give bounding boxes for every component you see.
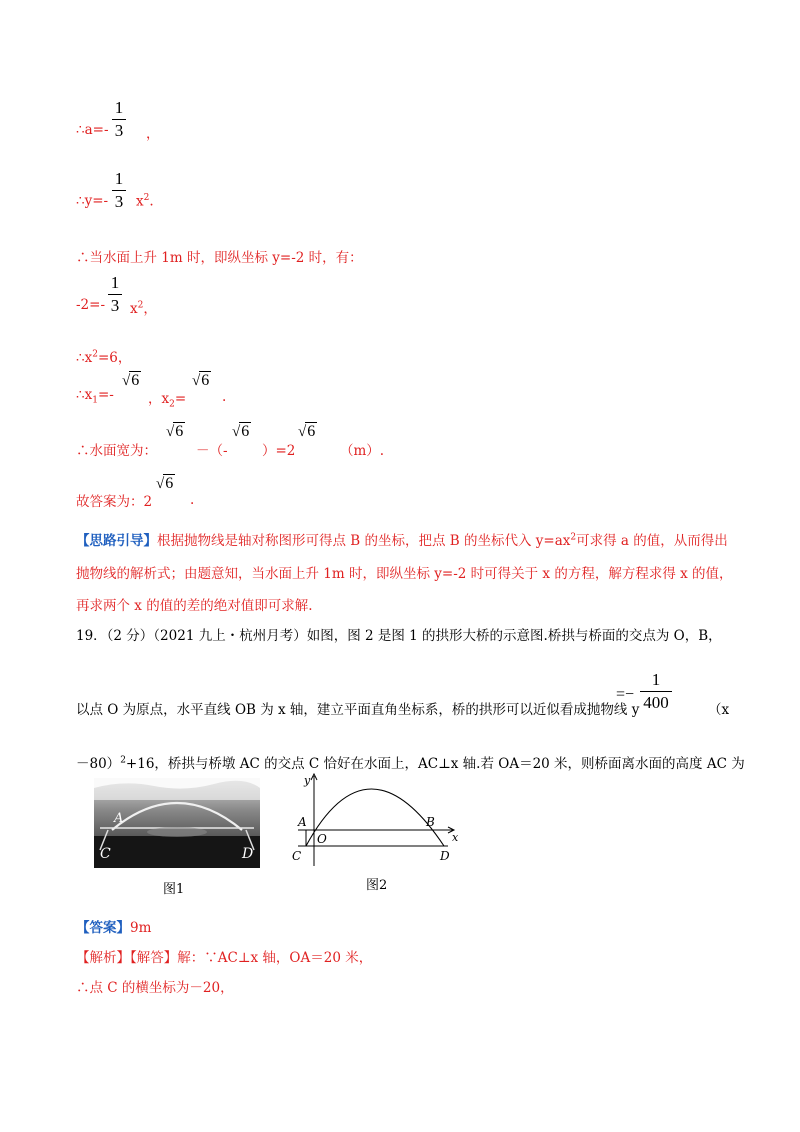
- label-y: y: [304, 774, 311, 787]
- text: x: [130, 301, 138, 317]
- line-x-squared-6: [76, 346, 131, 366]
- text: =: [174, 391, 187, 407]
- sqrt-six: √6: [232, 423, 250, 440]
- fraction-one-third: [112, 98, 126, 141]
- radicand: 6: [307, 423, 316, 440]
- analysis-tag: 【解析】【解答】: [76, 950, 178, 966]
- line-roots-x2: [148, 387, 186, 410]
- text: 解：∵AC⊥x 轴，OA＝20 米，: [177, 950, 373, 966]
- text: ，: [143, 301, 157, 317]
- text: －80）: [76, 756, 121, 772]
- exponent: 2: [137, 300, 144, 311]
- question-line-1: 19．（2 分）（2021 九上・杭州月考）如图，图 2 是图 1 的拱形大桥的示意图.桥拱与桥面的交点为 O，B，: [76, 628, 722, 644]
- thinking-line-3: 再求两个 x 的值的差的绝对值即可求解.: [76, 598, 313, 614]
- parabola-diagram: [286, 772, 466, 868]
- tag: 【思路引导】: [76, 533, 157, 549]
- x-squared: [136, 193, 154, 210]
- comma: ，: [146, 126, 160, 142]
- line-water-width: ∴水面宽为：: [76, 443, 157, 459]
- figure-2-caption: 图2: [366, 878, 388, 893]
- sqrt-six: √6: [122, 372, 140, 389]
- analysis-line-2: ∴点 C 的横坐标为－20，: [76, 980, 234, 996]
- denominator: 400: [643, 693, 669, 712]
- label-b: B: [426, 815, 435, 829]
- analysis-line-1: [76, 946, 372, 966]
- text: .: [149, 193, 154, 210]
- numerator: 1: [651, 670, 661, 689]
- thinking-guide: [76, 529, 728, 549]
- text: -2=-: [76, 297, 106, 313]
- parabola-diagram-svg: [286, 772, 466, 868]
- exponent: 2: [570, 532, 577, 543]
- thinking-line-2: 抛物线的解析式；由题意知，当水面上升 1m 时，即纵坐标 y=-2 时可得关于 x 的方程，解方程求得 x 的值，: [76, 566, 733, 582]
- fraction-bar: [108, 294, 122, 295]
- sqrt-six: √6: [166, 423, 184, 440]
- numerator: 1: [110, 273, 120, 292]
- label-o: O: [317, 832, 327, 846]
- subscript: 2: [169, 399, 175, 410]
- text: x: [136, 193, 144, 210]
- exponent: 2: [120, 755, 126, 766]
- sqrt-six: √6: [298, 423, 316, 440]
- figure-1-caption: 图1: [163, 882, 185, 897]
- text: ∴x: [76, 350, 93, 366]
- denominator: 3: [110, 296, 120, 315]
- x-squared: [130, 297, 157, 317]
- fraction-bar: [112, 119, 126, 120]
- exponent: 2: [143, 193, 150, 203]
- period: .: [222, 389, 227, 405]
- fig1-label-c: C: [100, 846, 111, 862]
- text: ∴a=-: [76, 122, 109, 138]
- numerator: 1: [114, 98, 124, 117]
- equals-minus: =−: [616, 686, 635, 703]
- text: ）=2: [262, 443, 296, 459]
- sqrt-six: √6: [192, 372, 210, 389]
- bridge-photo: [94, 778, 260, 868]
- text: （x: [708, 702, 730, 718]
- text: －（-: [196, 443, 228, 459]
- line-equation-neg2: [76, 297, 105, 313]
- label-c: C: [292, 849, 302, 863]
- label-x: x: [452, 831, 459, 844]
- radicand: 6: [201, 372, 210, 389]
- fraction-bar: [640, 691, 672, 692]
- radicand: 6: [241, 423, 250, 440]
- line-water-rise: ∴当水面上升 1m 时，即纵坐标 y=-2 时，有：: [76, 250, 363, 266]
- fig1-label-d: D: [242, 846, 254, 862]
- answer-value: 9m: [130, 920, 152, 936]
- radicand: 6: [131, 372, 140, 389]
- radicand: 6: [175, 423, 184, 440]
- label-d: D: [440, 849, 450, 863]
- answer-tag: 【答案】: [76, 920, 130, 936]
- line-a-value: [76, 122, 109, 138]
- question-line-3: [76, 752, 745, 772]
- numerator: 1: [114, 169, 124, 188]
- text: （m）.: [340, 443, 385, 459]
- text: =-: [97, 387, 114, 403]
- label-a: A: [298, 815, 307, 829]
- text: 可求得 a 的值，从而得出: [576, 533, 728, 549]
- fraction-one-third: [112, 169, 126, 212]
- period: .: [190, 492, 195, 508]
- bridge-photo-svg: [94, 778, 260, 868]
- answer-line: [76, 916, 151, 936]
- fig1-label-a: A: [114, 811, 124, 826]
- text: +16，桥拱与桥墩 AC 的交点 C 恰好在水面上，AC⊥x 轴.若 OA＝20 米，则桥面离水面的高度 AC 为: [125, 756, 745, 772]
- text: ∴y=-: [76, 193, 109, 209]
- question-line-2: 以点 O 为原点，水平直线 OB 为 x 轴，建立平面直角坐标系，桥的拱形可以近似看成抛物线 y: [76, 702, 640, 718]
- text: ∴x: [76, 387, 93, 403]
- exponent: 2: [92, 349, 98, 360]
- line-roots: [76, 387, 114, 406]
- sqrt-six: √6: [156, 475, 174, 492]
- subscript: 1: [92, 395, 98, 406]
- text: =6，: [97, 350, 132, 366]
- fraction-one-third: [108, 273, 122, 316]
- denominator: 3: [114, 121, 124, 140]
- text: ，x: [148, 391, 170, 407]
- radicand: 6: [165, 475, 174, 492]
- fraction-one-over-400: [640, 670, 672, 713]
- text: 根据抛物线是轴对称图形可得点 B 的坐标，把点 B 的坐标代入 y=ax: [157, 533, 571, 549]
- line-final-answer: 故答案为：2: [76, 494, 153, 510]
- fraction-bar: [112, 190, 126, 191]
- denominator: 3: [114, 192, 124, 211]
- line-y-equation: [76, 193, 108, 209]
